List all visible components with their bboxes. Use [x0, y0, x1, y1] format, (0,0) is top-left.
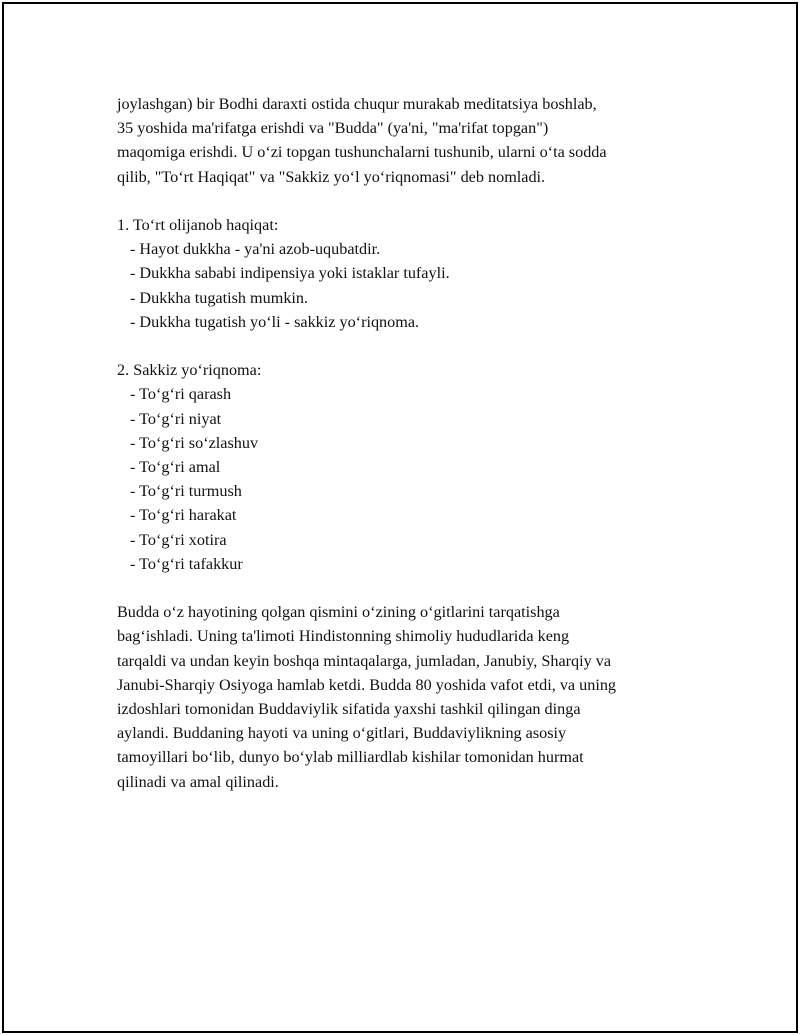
blank-line — [117, 334, 717, 358]
list-item: - Hayot dukkha - ya'ni azob-uqubatdir. — [130, 240, 381, 259]
document-body — [117, 92, 717, 794]
paragraph-line: tamoyillari bo‘lib, dunyo bo‘ylab milliardlab kishilar tomonidan hurmat — [117, 748, 584, 767]
blank-line — [117, 576, 717, 600]
paragraph-line: aylandi. Buddaning hayoti va uning o‘gitlari, Buddaviylikning asosiy — [117, 724, 567, 743]
paragraph-line: Budda o‘z hayotining qolgan qismini o‘zining o‘gitlarini tarqatishga — [117, 603, 560, 622]
blank-line — [117, 189, 717, 213]
list-item: - Dukkha tugatish yo‘li - sakkiz yo‘riqnoma. — [130, 312, 420, 331]
four-truths-section — [117, 213, 717, 334]
list-item: - To‘g‘ri xotira — [130, 530, 227, 549]
paragraph-line: bag‘ishladi. Uning ta'limoti Hindistonning shimoliy hududlarida keng — [117, 627, 570, 646]
intro-paragraph — [117, 92, 717, 189]
paragraph-line: maqomiga erishdi. U o‘zi topgan tushunchalarni tushunib, ularni o‘ta sodda — [117, 143, 607, 162]
list-item: - To‘g‘ri turmush — [130, 482, 242, 501]
paragraph-line: Janubi-Sharqiy Osiyoga hamlab ketdi. Budda 80 yoshida vafot etdi, va uning — [117, 675, 617, 694]
section-heading: 1. To‘rt olijanob haqiqat: — [117, 216, 279, 234]
list-item: - To‘g‘ri niyat — [130, 409, 222, 428]
paragraph-line: tarqaldi va undan keyin boshqa mintaqalarga, jumladan, Janubiy, Sharqiy va — [117, 651, 612, 670]
closing-paragraph — [117, 600, 717, 794]
list-item: - To‘g‘ri tafakkur — [130, 554, 243, 573]
list-item: - To‘g‘ri so‘zlashuv — [130, 433, 259, 452]
paragraph-line: 35 yoshida ma'rifatga erishdi va "Budda" (ya'ni, "ma'rifat topgan") — [117, 119, 549, 138]
paragraph-line: qilib, "To‘rt Haqiqat" va "Sakkiz yo‘l yo‘riqnomasi" deb nomladi. — [117, 167, 546, 186]
list-item: - Dukkha tugatish mumkin. — [130, 288, 309, 307]
list-item: - To‘g‘ri qarash — [130, 385, 232, 404]
paragraph-line: joylashgan) bir Bodhi daraxti ostida chuqur murakab meditatsiya boshlab, — [117, 95, 597, 113]
list-item: - To‘g‘ri harakat — [130, 506, 237, 525]
paragraph-line: izdoshlari tomonidan Buddaviylik sifatida yaxshi tashkil qilingan dinga — [117, 700, 581, 719]
list-item: - Dukkha sababi indipensiya yoki istaklar tufayli. — [130, 264, 450, 283]
eightfold-path-section — [117, 358, 717, 576]
list-item: - To‘g‘ri amal — [130, 458, 221, 477]
paragraph-line: qilinadi va amal qilinadi. — [117, 772, 279, 791]
section-heading: 2. Sakkiz yo‘riqnoma: — [117, 361, 262, 380]
